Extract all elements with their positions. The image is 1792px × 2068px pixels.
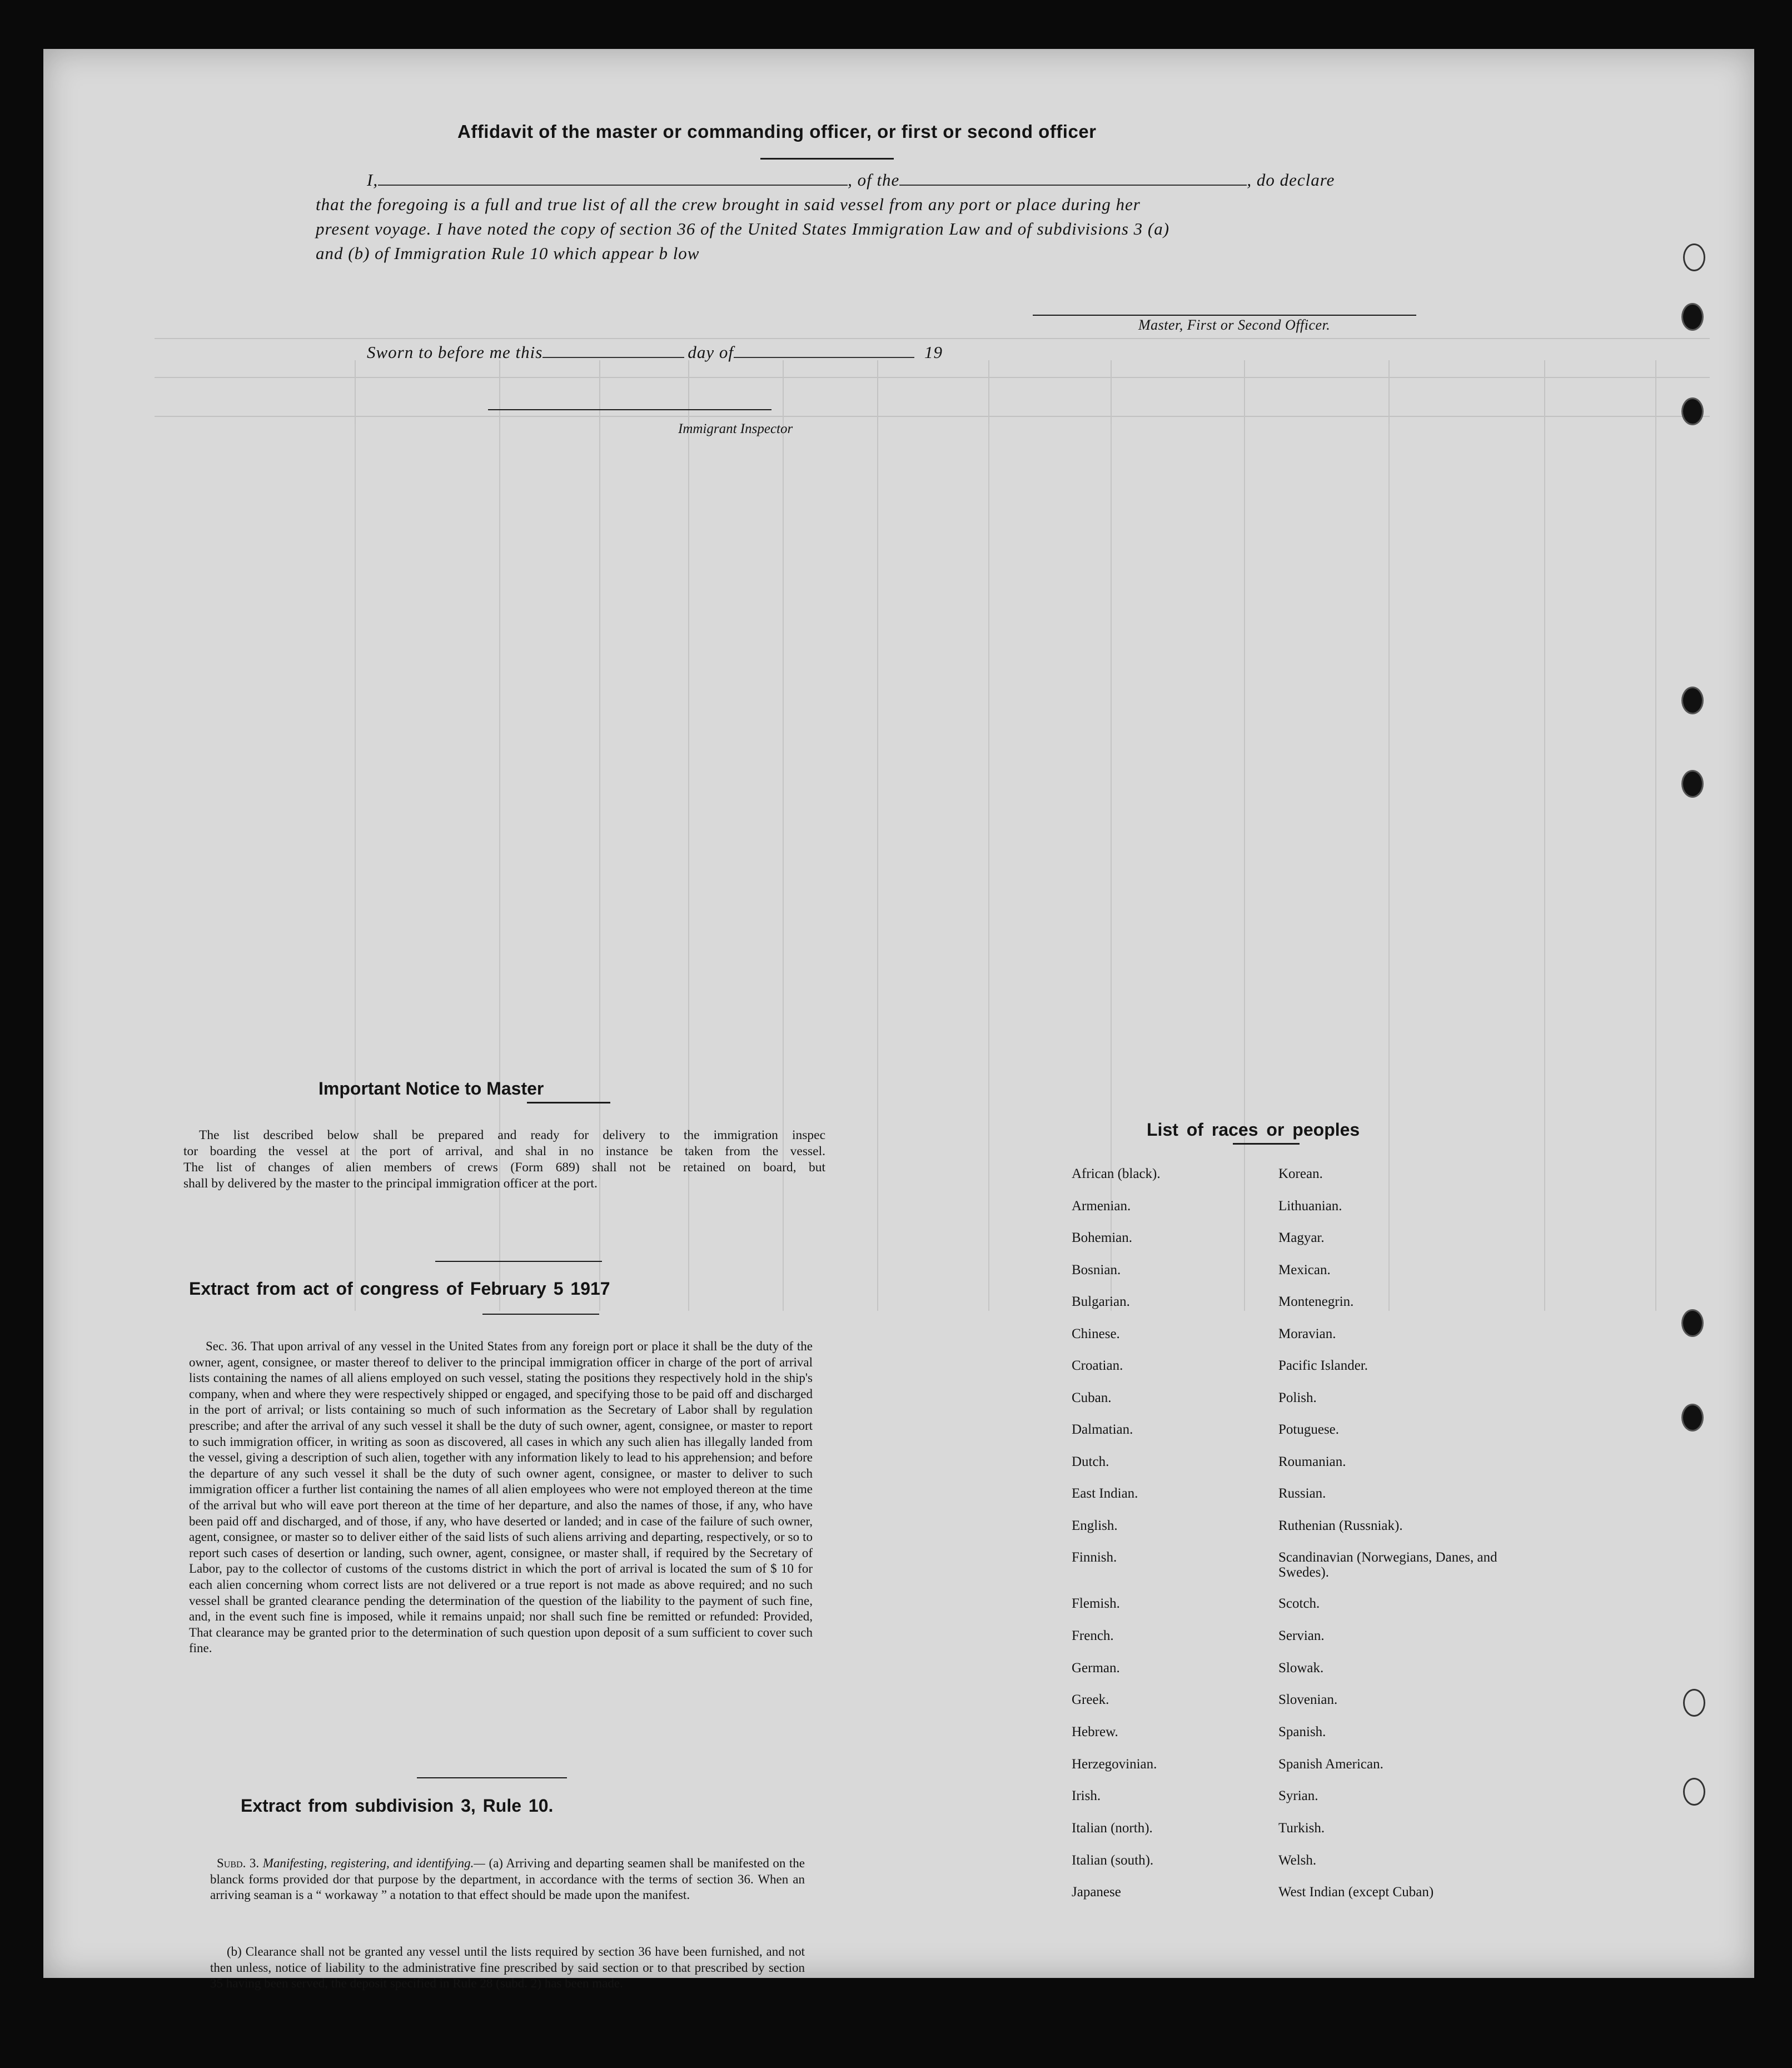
section-divider bbox=[417, 1777, 567, 1778]
sworn-day-field[interactable] bbox=[542, 357, 684, 358]
races-heading: List of races or peoples bbox=[1147, 1120, 1360, 1140]
race-item: Italian (south). bbox=[1072, 1853, 1154, 1868]
bleed-through-background bbox=[43, 49, 1754, 1978]
act-heading: Extract from act of congress of February 5 1917 bbox=[189, 1279, 610, 1299]
race-item: Flemish. bbox=[1072, 1596, 1120, 1611]
notice-line: shall by delivered by the master to the principal immigration officer at the port. bbox=[183, 1176, 598, 1191]
officer-label: Master, First or Second Officer. bbox=[1138, 317, 1331, 333]
race-item: Japanese bbox=[1072, 1885, 1121, 1900]
binder-hole-icon bbox=[1683, 772, 1702, 796]
rule-heading: Extract from subdivision 3, Rule 10. bbox=[241, 1796, 554, 1816]
subdivision-b-text: (b) Clearance shall not be granted any vessel until the lists required by section 36 have been furnished, and not then unless, notice of liability to the administrative fine prescribed by said section or to that prescribed by section 35 having been served, the deposit specified in Rule 28 (subd. 2) has been made. bbox=[210, 1945, 805, 1991]
race-item: Slovenian. bbox=[1278, 1692, 1338, 1707]
race-item: German. bbox=[1072, 1661, 1120, 1676]
document-page bbox=[43, 49, 1754, 1991]
race-item: Montenegrin. bbox=[1278, 1294, 1354, 1309]
binder-hole-icon bbox=[1683, 305, 1702, 329]
race-item: Moravian. bbox=[1278, 1326, 1336, 1341]
race-item: Bulgarian. bbox=[1072, 1294, 1130, 1309]
subd-label: Subd. 3. bbox=[217, 1856, 260, 1870]
binder-hole-icon bbox=[1683, 1778, 1705, 1806]
race-item: Spanish. bbox=[1278, 1724, 1326, 1739]
vessel-label: , of the bbox=[848, 170, 900, 190]
binder-hole-icon bbox=[1683, 399, 1702, 424]
notice-line: tor boarding the vessel at the port of arrival, and shal in no instance be taken from the vessel. bbox=[183, 1144, 825, 1159]
notice-text bbox=[183, 1127, 825, 1192]
race-item: English. bbox=[1072, 1518, 1118, 1533]
race-item: Greek. bbox=[1072, 1692, 1109, 1707]
race-item: Welsh. bbox=[1278, 1853, 1317, 1868]
race-item: Potuguese. bbox=[1278, 1422, 1340, 1437]
race-item: Bohemian. bbox=[1072, 1230, 1133, 1245]
inspector-label: Immigrant Inspector bbox=[678, 421, 793, 436]
race-item: Croatian. bbox=[1072, 1358, 1123, 1373]
section-36-text: Sec. 36. That upon arrival of any vessel in the United States from any foreign port or place it shall be the duty of the owner, agent, consignee, or master thereof to deliver to the principal immigration officer in charge of the port of arrival lists containing the names of all aliens employed on such vessel, stating the positions they respectively hold in the ship's company, when and where they were respectively shipped or engaged, and specifying those to be paid off and discharged in the port of arrival; or lists containing so much of such information as the Secretary of Labor shall by regulation prescribe; and after the arrival of any such vessel it shall be the duty of such owner, agent, consignee, or master to report to such immigration officer, in writing as soon as discovered, all cases in which any such alien has illegally landed from the vessel, giving a description of such alien, together with any information likely to lead to his apprehension; and before the departure of any such vessel it shall be the duty of such owner agent, consignee, or master to deliver to such immigration officer a further list containing the names of all alien employees who were not employed thereon at the time of the arrival but who will eave port thereon at the time of her departure, and also the names of those, if any, who have been paid off and discharged, and of those, if any, who have deserted or landed; and in case of the failure of such owner, agent, consignee, or master so to deliver either of the said lists of such aliens arriving and departing, respectively, or so to report such cases of desertion or landing, such owner, agent, consignee, or master shall, if required by the Secretary of Labor, pay to the collector of customs of the customs district in which the port of arrival is located the sum of $ 10 for each alien concerning whom correct lists are not delivered or a true report is not made as above required; and no such vessel shall be granted clearance pending the determination of the question of the liability to the payment of such fine, and, in the event such fine is imposed, while it remains unpaid; nor shall such fine be remitted or refunded: Provided, That clearance may be granted prior to the determination of such question upon deposit of a sum sufficient to cover such fine. bbox=[189, 1339, 813, 1656]
races-heading-underline bbox=[1233, 1143, 1300, 1145]
notice-line: The list of changes of alien members of crews (Form 689) shall not be retained on board, but bbox=[183, 1160, 825, 1175]
race-item: Syrian. bbox=[1278, 1788, 1318, 1803]
race-item: Dutch. bbox=[1072, 1454, 1109, 1469]
affidavit-line-1 bbox=[367, 170, 1335, 190]
race-item: Finnish. bbox=[1072, 1550, 1117, 1565]
section-divider bbox=[435, 1261, 602, 1262]
race-item: Russian. bbox=[1278, 1486, 1326, 1501]
race-item: Armenian. bbox=[1072, 1199, 1131, 1214]
declare-label: , do declare bbox=[1247, 170, 1335, 190]
race-item: Turkish. bbox=[1278, 1821, 1325, 1836]
race-item: French. bbox=[1072, 1628, 1114, 1643]
affidavit-line-2: that the foregoing is a full and true list of all the crew brought in said vessel from any port or place during her bbox=[316, 195, 1141, 214]
subd-a-body: (a) Arriving and departing seamen shall be manifested on the blanck forms provided dor that purpose by the department, in accordance with the terms of section 36. When an arriving seaman is a “ workaway ” a notation to that effect should be made upon the manifest. bbox=[210, 1856, 805, 1902]
race-item: Herzegovinian. bbox=[1072, 1757, 1157, 1772]
day-of-label: day of bbox=[688, 342, 734, 362]
race-item: Mexican. bbox=[1278, 1262, 1331, 1277]
year-label: 19 bbox=[924, 342, 943, 362]
race-item: Magyar. bbox=[1278, 1230, 1325, 1245]
race-item: Chinese. bbox=[1072, 1326, 1120, 1341]
race-item: Spanish American. bbox=[1278, 1757, 1383, 1772]
declarant-label: I, bbox=[367, 170, 379, 190]
race-item: Italian (north). bbox=[1072, 1821, 1153, 1836]
race-item: Pacific Islander. bbox=[1278, 1358, 1368, 1373]
affidavit-line-3: present voyage. I have noted the copy of section 36 of the United States Immigration Law and of subdivisions 3 (a) bbox=[316, 219, 1170, 238]
race-item: African (black). bbox=[1072, 1166, 1161, 1181]
officer-signature-line[interactable] bbox=[1033, 315, 1416, 316]
notice-heading: Important Notice to Master bbox=[318, 1078, 544, 1098]
affidavit-title: Affidavit of the master or commanding officer, or first or second officer bbox=[457, 121, 1097, 142]
binder-hole-icon bbox=[1683, 1405, 1702, 1430]
race-item: Hebrew. bbox=[1072, 1724, 1118, 1739]
race-item: Scotch. bbox=[1278, 1596, 1320, 1611]
race-item: Ruthenian (Russniak). bbox=[1278, 1518, 1403, 1533]
notice-line: The list described below shall be prepared and ready for delivery to the immigration inspec bbox=[199, 1128, 825, 1142]
sworn-month-field[interactable] bbox=[734, 357, 914, 358]
affidavit-line-4: and (b) of Immigration Rule 10 which appear b low bbox=[316, 243, 700, 263]
title-underline bbox=[760, 158, 894, 160]
act-heading-underline bbox=[482, 1314, 599, 1315]
inspector-signature-line[interactable] bbox=[488, 409, 771, 410]
race-item: Roumanian. bbox=[1278, 1454, 1346, 1469]
race-item: West Indian (except Cuban) bbox=[1278, 1885, 1434, 1900]
binder-hole-icon bbox=[1683, 688, 1702, 713]
race-item: Servian. bbox=[1278, 1628, 1325, 1643]
race-item: Cuban. bbox=[1072, 1390, 1112, 1405]
race-item: Korean. bbox=[1278, 1166, 1323, 1181]
race-item: East Indian. bbox=[1072, 1486, 1138, 1501]
sworn-label: Sworn to before me this bbox=[367, 342, 543, 362]
race-item: Polish. bbox=[1278, 1390, 1317, 1405]
binder-hole-icon bbox=[1683, 1311, 1702, 1335]
race-item: Scandinavian (Norwegians, Danes, and Swedes). bbox=[1278, 1550, 1497, 1580]
subd-title: Manifesting, registering, and identifying.— bbox=[262, 1856, 485, 1870]
binder-hole-icon bbox=[1683, 1689, 1705, 1717]
subdivision-a-text bbox=[210, 1856, 805, 1903]
race-item: Lithuanian. bbox=[1278, 1199, 1342, 1214]
binder-hole-icon bbox=[1683, 243, 1705, 271]
race-item: Bosnian. bbox=[1072, 1262, 1121, 1277]
notice-heading-underline bbox=[527, 1102, 610, 1103]
race-item: Slowak. bbox=[1278, 1661, 1324, 1676]
race-item: Dalmatian. bbox=[1072, 1422, 1133, 1437]
vessel-name-field[interactable] bbox=[899, 185, 1247, 186]
declarant-name-field[interactable] bbox=[378, 185, 848, 186]
sworn-line bbox=[367, 342, 943, 362]
race-item: Irish. bbox=[1072, 1788, 1101, 1803]
